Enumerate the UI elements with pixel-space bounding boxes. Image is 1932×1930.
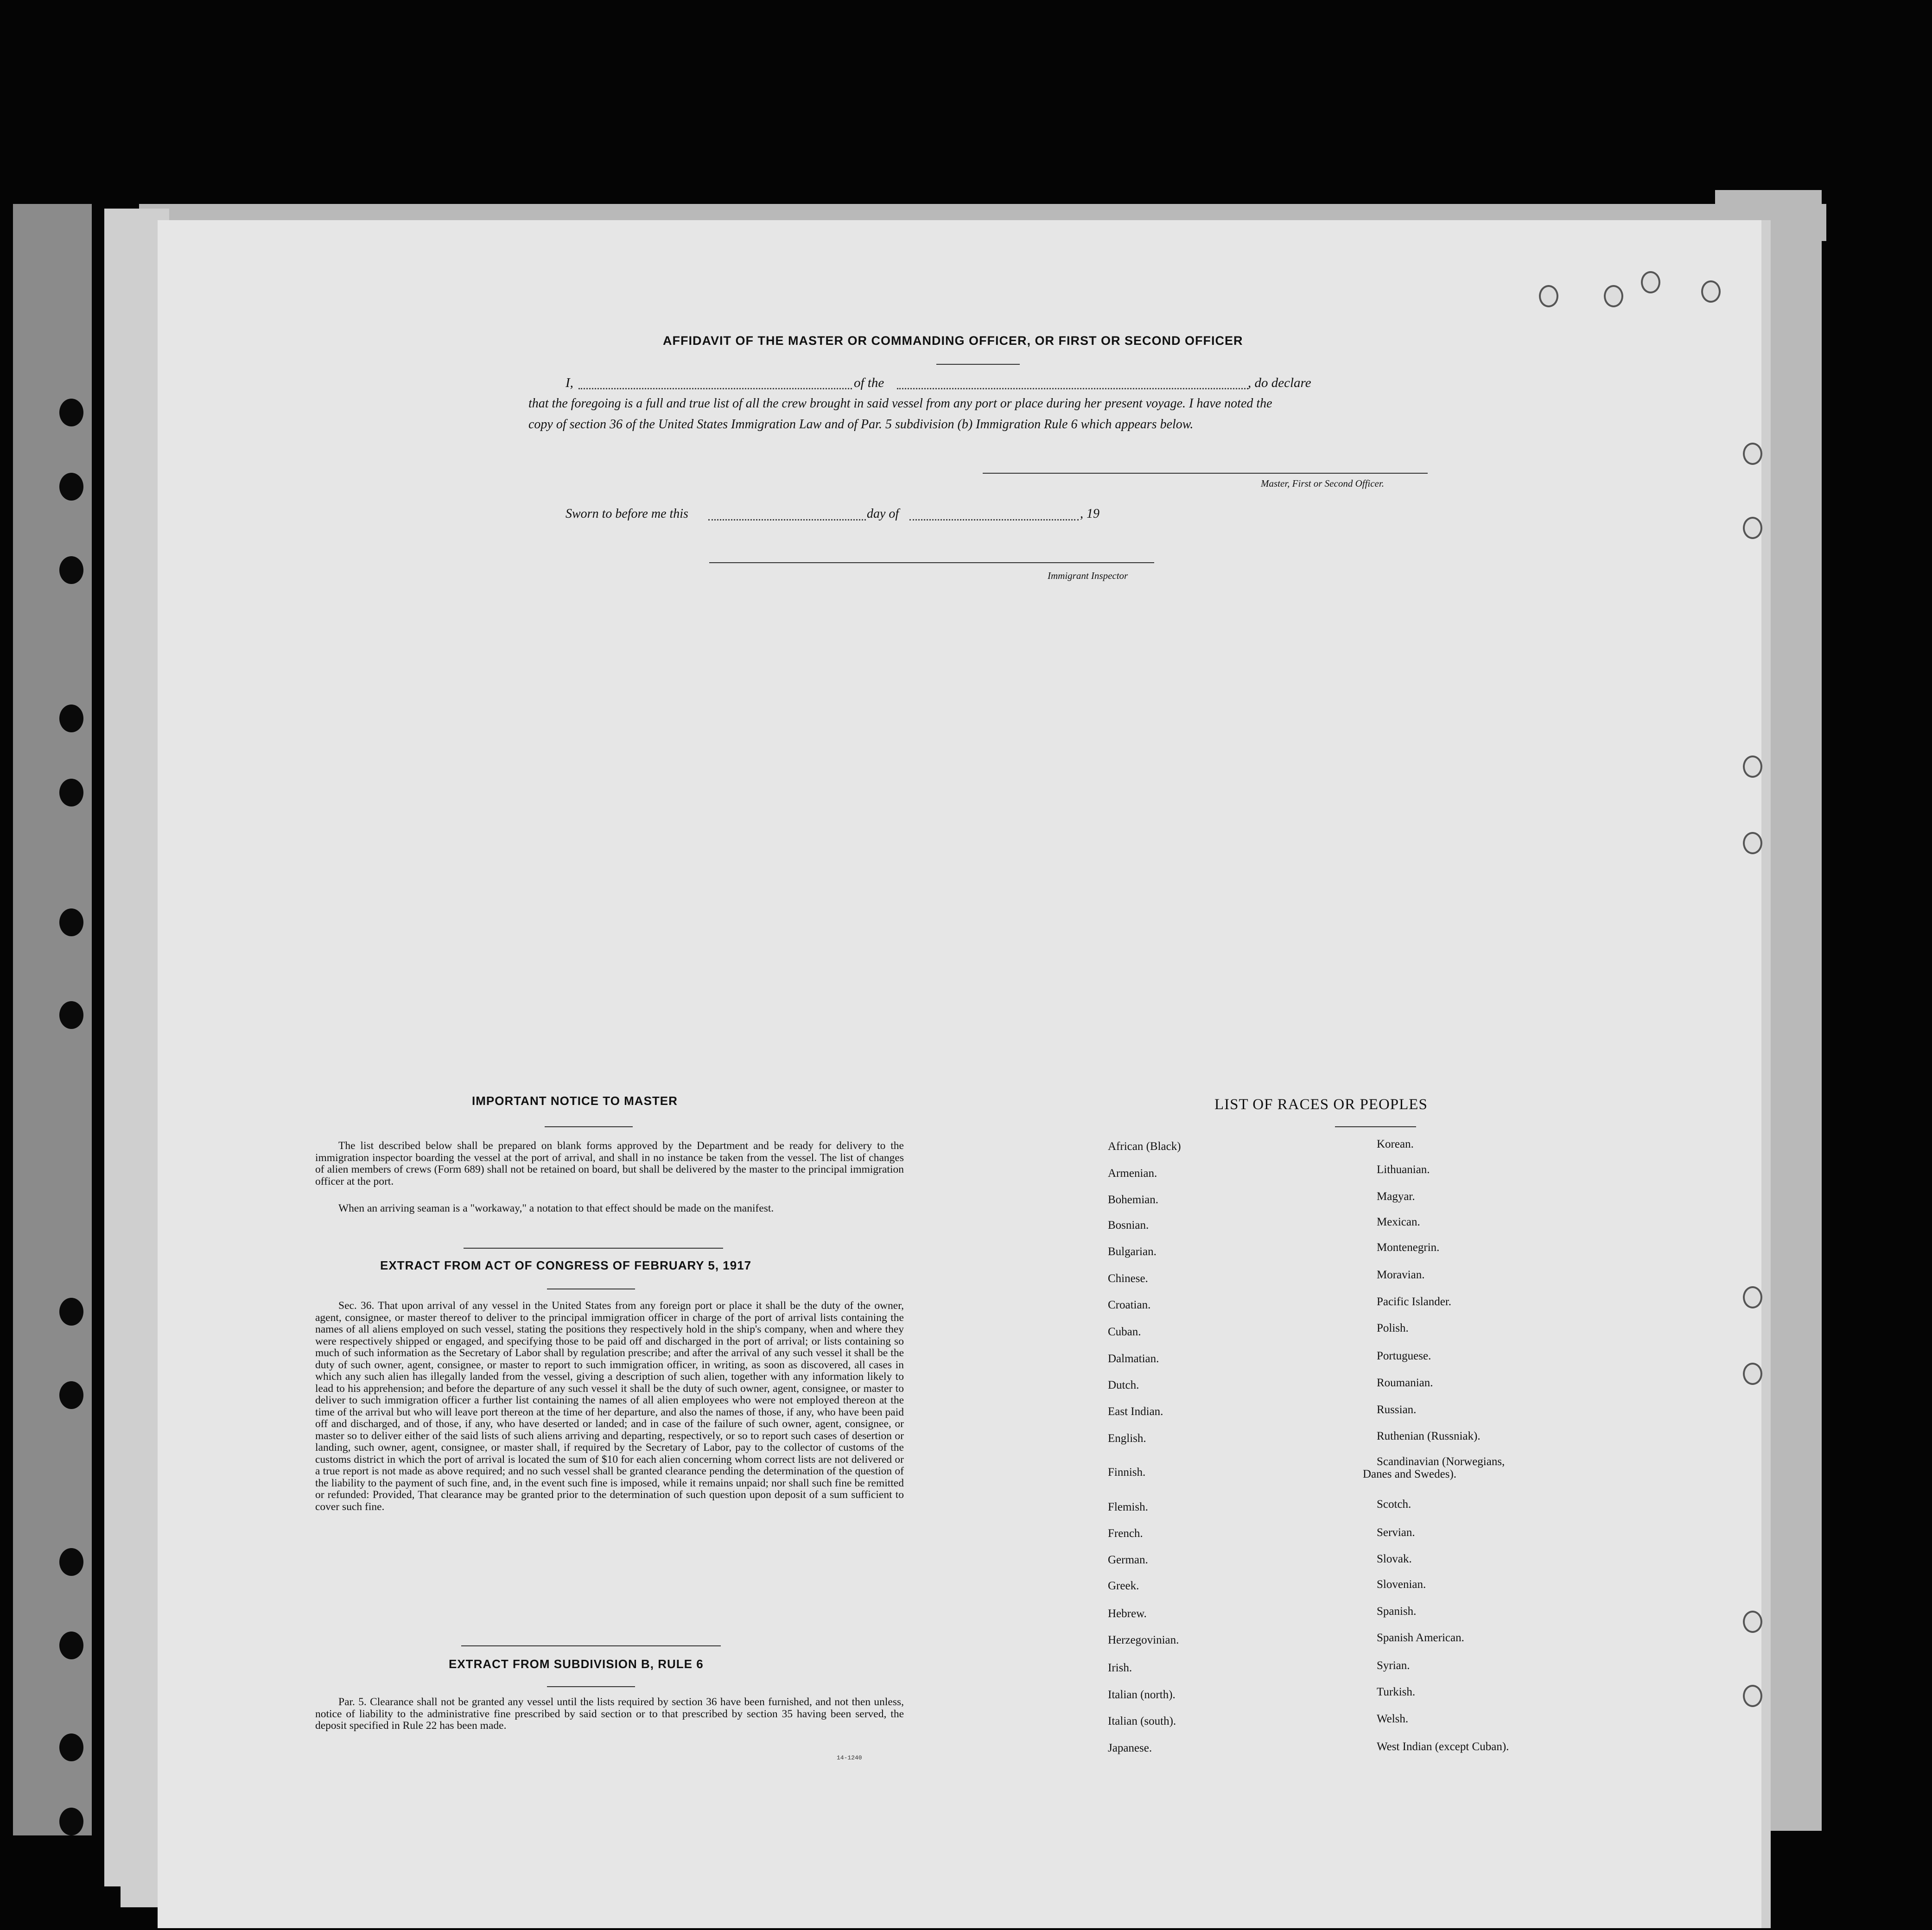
divider xyxy=(464,1248,723,1249)
inspector-signature-label: Immigrant Inspector xyxy=(1048,570,1128,581)
race-list-item: Lithuanian. xyxy=(1377,1163,1430,1176)
punch-hole xyxy=(59,1632,83,1659)
race-list-item: Dalmatian. xyxy=(1108,1352,1159,1365)
punch-hole xyxy=(59,908,83,936)
punch-hole xyxy=(1743,1611,1762,1633)
divider xyxy=(547,1686,635,1687)
punch-hole xyxy=(59,779,83,806)
extract-act-title: EXTRACT FROM ACT OF CONGRESS OF FEBRUARY 5, 1917 xyxy=(380,1258,752,1272)
punch-hole xyxy=(1743,1286,1762,1308)
race-list-item: Montenegrin. xyxy=(1377,1241,1440,1254)
race-list-item: Russian. xyxy=(1377,1403,1417,1416)
punch-hole xyxy=(59,1298,83,1326)
race-list-item: East Indian. xyxy=(1108,1405,1163,1418)
race-list-item: Danes and Swedes). xyxy=(1363,1468,1457,1480)
punch-hole xyxy=(59,1733,83,1761)
punch-hole xyxy=(1701,280,1721,303)
extract-act-text: Sec. 36. That upon arrival of any vessel in the United States from any foreign port or place it shall be the duty of the owner, agent, consignee, or master thereof to deliver to the principal immigration officer in charge of the port of arrival lists containing the names of all aliens employed on such vessel, stating the positions they respectively hold in the ship's company, when and where they were respectively shipped or engaged, and specifying those to be paid off and discharged in the port of arrival; or lists containing so much of such information as the Secretary of Labor shall by regulation prescribe; and after the arrival of any such vessel it shall be the duty of such owner, agent, consignee, or master to report to such immigration officer, in writing, as soon as discovered, all cases in which any such alien has illegally landed from the vessel, giving a description of such alien, together with any information likely to lead to his apprehension; and before the departure of any such vessel it shall be the duty of such owner, agent, consignee, or master to deliver to such immigration officer a further list containing the names of all alien employees who were not employed thereon at the time of the arrival but who will leave port thereon at the time of her departure, and also the names of those, if any, who have been paid off and discharged, and of those, if any, who have deserted or landed; and in case of the failure of such owner, agent, consignee, or master so to deliver either of the said lists of such aliens arriving and departing, respectively, or so to report such cases of desertion or landing, such owner, agent, consignee, or master shall, if required by the Secretary of Labor, pay to the collector of customs of the customs district in which the port of arrival is located the sum of $10 for each alien concerning whom correct lists are not delivered or a true report is not made as above required; and no such vessel shall be granted clearance pending the determination of the question of the liability to the payment of such fine, and, in the event such fine is imposed, while it remains unpaid; nor shall such fine be remitted or refunded: Provided, That clearance may be granted prior to the determination of such question upon deposit of a sum sufficient to cover such fine. xyxy=(315,1300,904,1513)
race-list-item: Hebrew. xyxy=(1108,1607,1147,1620)
race-list-item: Japanese. xyxy=(1108,1742,1152,1754)
notice-title: IMPORTANT NOTICE TO MASTER xyxy=(472,1094,678,1108)
race-list-item: Slovenian. xyxy=(1377,1578,1426,1591)
binder-strip xyxy=(13,204,92,1835)
race-list-item: Chinese. xyxy=(1108,1272,1148,1285)
race-list-item: Dutch. xyxy=(1108,1379,1139,1391)
master-name-field[interactable] xyxy=(578,388,852,389)
punch-hole xyxy=(59,1381,83,1409)
affidavit-declare: , do declare xyxy=(1248,375,1311,390)
divider xyxy=(461,1645,721,1646)
sworn-year: , 19 xyxy=(1080,507,1099,521)
race-list-item: Moravian. xyxy=(1377,1269,1425,1281)
sworn-day-of: day of xyxy=(867,507,899,521)
race-list-item: Scotch. xyxy=(1377,1498,1411,1511)
sworn-month-field[interactable] xyxy=(909,519,1079,521)
race-list-item: Bulgarian. xyxy=(1108,1245,1157,1258)
race-list-item: Syrian. xyxy=(1377,1659,1410,1672)
race-list-item: Spanish American. xyxy=(1377,1632,1464,1644)
race-list-item: English. xyxy=(1108,1432,1146,1445)
affidavit-i: I, xyxy=(566,375,573,390)
race-list-item: Italian (south). xyxy=(1108,1715,1176,1727)
race-list-item: Spanish. xyxy=(1377,1605,1417,1618)
race-list-item: West Indian (except Cuban). xyxy=(1377,1740,1509,1753)
punch-hole xyxy=(59,1001,83,1029)
vessel-name-field[interactable] xyxy=(897,388,1248,389)
extract-rule-title: EXTRACT FROM SUBDIVISION B, RULE 6 xyxy=(449,1657,704,1671)
affidavit-line3: copy of section 36 of the United States Immigration Law and of Par. 5 subdivision (b) Immigration Rule 6 which appears below. xyxy=(528,417,1194,432)
race-list-item: Pacific Islander. xyxy=(1377,1295,1452,1308)
punch-hole xyxy=(59,556,83,584)
race-list-item: Greek. xyxy=(1108,1580,1139,1592)
punch-hole xyxy=(1604,285,1623,307)
punch-hole xyxy=(1539,285,1558,307)
affidavit-title: AFFIDAVIT OF THE MASTER OR COMMANDING OFFICER, OR FIRST OR SECOND OFFICER xyxy=(663,334,1243,348)
race-list-item: Scandinavian (Norwegians, xyxy=(1377,1455,1505,1468)
form-number: 14-1240 xyxy=(837,1754,862,1761)
inspector-signature-line[interactable] xyxy=(709,562,1154,563)
race-list-item: Bohemian. xyxy=(1108,1194,1159,1206)
race-list-item: Croatian. xyxy=(1108,1299,1151,1311)
punch-hole xyxy=(59,399,83,426)
races-title: LIST OF RACES OR PEOPLES xyxy=(1214,1096,1428,1113)
divider xyxy=(1335,1126,1416,1127)
affidavit-of-the: of the xyxy=(854,375,884,390)
race-list-item: Italian (north). xyxy=(1108,1689,1176,1701)
race-list-item: Mexican. xyxy=(1377,1216,1420,1228)
race-list-item: Flemish. xyxy=(1108,1501,1148,1513)
punch-hole xyxy=(1743,832,1762,854)
bleed-through-row xyxy=(297,591,303,603)
race-list-item: Bosnian. xyxy=(1108,1219,1149,1232)
race-list-item: Armenian. xyxy=(1108,1167,1157,1180)
divider xyxy=(936,364,1020,365)
sworn-prefix: Sworn to before me this xyxy=(566,507,688,521)
race-list-item: Roumanian. xyxy=(1377,1377,1433,1389)
affidavit-line2: that the foregoing is a full and true list of all the crew brought in said vessel from any port or place during her present voyage. I have noted the xyxy=(528,396,1272,411)
race-list-item: Herzegovinian. xyxy=(1108,1634,1179,1646)
race-list-item: French. xyxy=(1108,1527,1143,1540)
master-signature-line[interactable] xyxy=(983,473,1428,474)
race-list-item: Turkish. xyxy=(1377,1686,1416,1698)
race-list-item: Polish. xyxy=(1377,1322,1409,1334)
notice-paragraph-2: When an arriving seaman is a "workaway," a notation to that effect should be made on the manifest. xyxy=(338,1202,774,1214)
race-list-item: Ruthenian (Russniak). xyxy=(1377,1430,1481,1442)
extract-rule-text: Par. 5. Clearance shall not be granted any vessel until the lists required by section 36 have been furnished, and not then unless, notice of liability to the administrative fine prescribed by said section or to that prescribed by section 35 having been served, the deposit specified in Rule 22 has been made. xyxy=(315,1696,904,1732)
punch-hole xyxy=(1743,1685,1762,1707)
race-list-item: Servian. xyxy=(1377,1526,1415,1539)
notice-paragraph-1: The list described below shall be prepared on blank forms approved by the Department and be ready for delivery to the immigration inspector boarding the vessel at the port of arrival, and shall in no instance be taken from the vessel. The list of changes of alien members of crews (Form 689) shall not be retained on board, but shall be delivered by the master to the principal immigration officer at the port. xyxy=(315,1140,904,1187)
punch-hole xyxy=(1743,755,1762,778)
punch-hole xyxy=(59,1548,83,1576)
race-list-item: Portuguese. xyxy=(1377,1350,1431,1362)
punch-hole xyxy=(1743,443,1762,465)
sworn-day-field[interactable] xyxy=(708,519,866,521)
divider xyxy=(545,1126,633,1127)
race-list-item: Korean. xyxy=(1377,1138,1414,1150)
master-signature-label: Master, First or Second Officer. xyxy=(1261,478,1384,489)
race-list-item: Magyar. xyxy=(1377,1190,1415,1203)
manifest-page xyxy=(158,220,1771,1928)
punch-hole xyxy=(1641,271,1660,293)
race-list-item: Slovak. xyxy=(1377,1553,1412,1565)
punch-hole xyxy=(59,705,83,732)
punch-hole xyxy=(59,473,83,501)
race-list-item: Finnish. xyxy=(1108,1466,1146,1479)
punch-hole xyxy=(59,1808,83,1835)
race-list-item: Welsh. xyxy=(1377,1713,1409,1725)
race-list-item: African (Black) xyxy=(1108,1140,1181,1153)
race-list-item: German. xyxy=(1108,1554,1148,1566)
race-list-item: Irish. xyxy=(1108,1662,1132,1674)
punch-hole xyxy=(1743,517,1762,539)
punch-hole xyxy=(1743,1363,1762,1385)
race-list-item: Cuban. xyxy=(1108,1326,1141,1338)
